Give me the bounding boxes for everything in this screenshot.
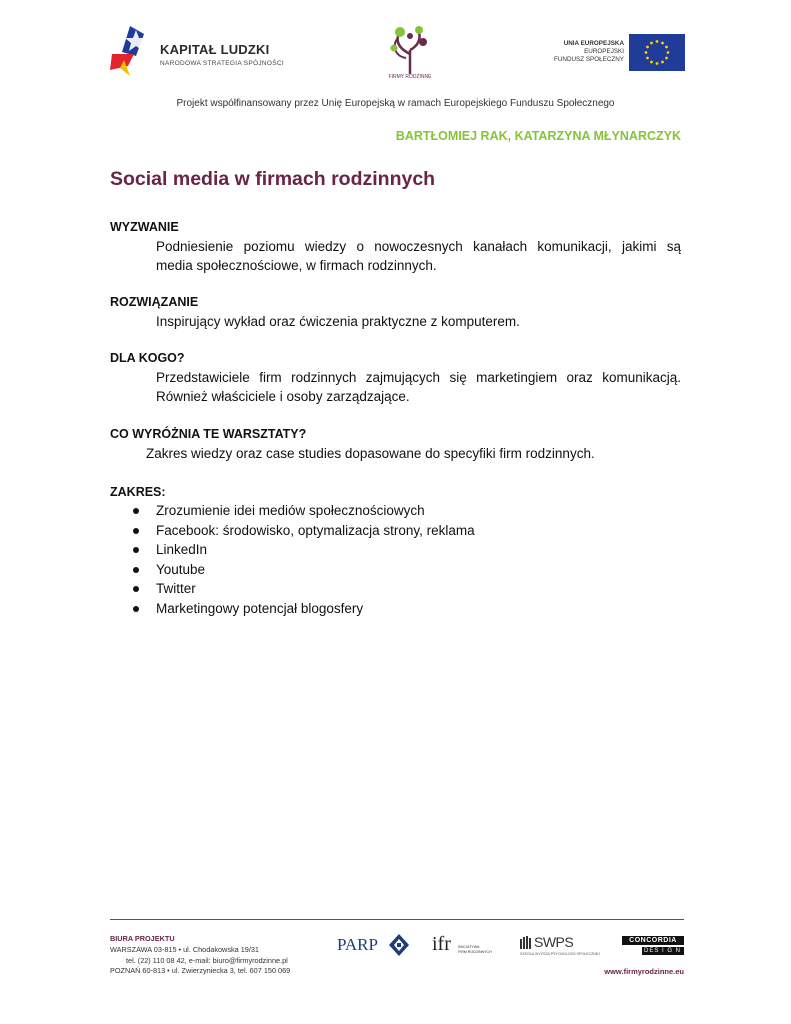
audience-line-1: Przedstawiciele firm rodzinnych zajmujących się marketingiem oraz komunikacją. (156, 370, 681, 385)
list-item (130, 560, 475, 580)
section-heading-distinction: CO WYRÓŻNIA TE WARSZTATY? (110, 427, 307, 441)
eu-logo-text (554, 40, 624, 64)
ifr-logo-subtitle (458, 945, 492, 954)
eu-star-icon (656, 40, 659, 43)
eu-stars-icon (629, 34, 685, 71)
bullet-icon (133, 508, 139, 514)
cofinancing-note: Projekt współfinansowany przez Unię Europejską w ramach Europejskiego Funduszu Społecznego (176, 98, 615, 109)
bullet-icon (133, 606, 139, 612)
eu-star-icon (667, 51, 670, 54)
footer-addresses (110, 934, 290, 977)
section-heading-solution: ROZWIĄZANIE (110, 295, 199, 309)
list-item (130, 599, 475, 619)
concordia-logo (622, 936, 684, 956)
list-item (130, 501, 475, 521)
list-item-text: Twitter (156, 581, 196, 597)
bullet-icon (133, 547, 139, 553)
eu-star-icon (665, 57, 668, 60)
parp-emblem-icon (389, 934, 409, 956)
kapital-ludzki-logo (110, 26, 310, 76)
ifr-subtitle-line-1: INICJATYWA (458, 945, 480, 949)
ifr-subtitle-line-2: FIRM RODZINNYCH (458, 949, 492, 954)
bullet-icon (133, 586, 139, 592)
eu-star-icon (665, 46, 668, 49)
ifr-logo-text: ifr (432, 933, 451, 955)
ifr-logo (432, 933, 502, 959)
eu-star-icon (646, 46, 649, 49)
contact-warsaw: tel. (22) 110 08 42, e-mail: biuro@firmyrodzinne.pl (126, 955, 288, 965)
scope-list (130, 501, 475, 619)
eu-line-2: EUROPEJSKI (584, 48, 624, 55)
concordia-logo-line-2: DES I G N (642, 947, 684, 955)
firmy-rodzinne-logo-text: FIRMY RODZINNE (388, 74, 432, 80)
parp-logo-text: PARP (337, 935, 378, 954)
list-item-text: Facebook: środowisko, optymalizacja strony, reklama (156, 522, 475, 538)
swps-emblem-icon (520, 936, 533, 949)
address-poznan: POZNAŃ 60-813 • ul. Zwierzyniecka 3, tel. 607 150 069 (110, 966, 291, 976)
eu-star-icon (661, 42, 664, 45)
list-item-text: Marketingowy potencjał blogosfery (156, 600, 364, 616)
website-link[interactable]: www.firmyrodzinne.eu (604, 967, 684, 976)
list-item (130, 540, 475, 560)
eu-line-3: FUNDUSZ SPOŁECZNY (554, 56, 624, 63)
eu-flag-icon (629, 34, 685, 71)
section-text-audience (156, 368, 681, 406)
kapital-ludzki-title: KAPITAŁ LUDZKI (160, 42, 270, 57)
parp-logo (337, 934, 411, 956)
footer-divider (110, 919, 684, 920)
list-item-text: Zrozumienie idei mediów społecznościowych (156, 503, 425, 518)
document-title: Social media w firmach rodzinnych (110, 168, 436, 190)
eu-star-icon (646, 57, 649, 60)
eu-star-icon (650, 61, 653, 64)
authors: BARTŁOMIEJ RAK, KATARZYNA MŁYNARCZYK (395, 129, 681, 143)
eu-star-icon (645, 51, 648, 54)
eu-star-icon (650, 42, 653, 45)
eu-logo (540, 34, 685, 72)
eu-line-1: UNIA EUROPEJSKA (563, 40, 624, 47)
list-item-text: Youtube (156, 561, 206, 577)
section-text-solution: Inspirujący wykład oraz ćwiczenia praktyczne z komputerem. (156, 314, 520, 329)
eu-star-icon (656, 62, 659, 65)
section-text-distinction: Zakres wiedzy oraz case studies dopasowane do specyfiki firm rodzinnych. (146, 446, 595, 461)
bullet-icon (133, 567, 139, 573)
address-warsaw: WARSZAWA 03-815 • ul. Chodakowska 19/31 (110, 944, 259, 954)
list-item (130, 521, 475, 541)
list-item (130, 579, 475, 599)
kapital-ludzki-subtitle: NARODOWA STRATEGIA SPÓJNOŚCI (160, 60, 284, 67)
section-text-challenge (156, 237, 681, 275)
swps-logo (520, 934, 602, 960)
section-heading-audience: DLA KOGO? (110, 351, 185, 365)
kapital-ludzki-emblem-icon (110, 26, 156, 76)
section-heading-challenge: WYZWANIE (110, 220, 179, 234)
offices-heading: BIURA PROJEKTU (110, 934, 175, 943)
swps-logo-text: SWPS (534, 934, 574, 950)
swps-logo-subtitle: SZKOŁA WYŻSZA PSYCHOLOGII SPOŁECZNEJ (520, 952, 601, 956)
list-item-text: LinkedIn (156, 542, 208, 558)
concordia-logo-line-1: CONCORDIA (622, 936, 684, 945)
challenge-line-2: media społecznościowe, w firmach rodzinnych. (156, 258, 437, 273)
eu-star-icon (661, 61, 664, 64)
section-heading-scope: ZAKRES: (110, 485, 166, 499)
bullet-icon (133, 528, 139, 534)
audience-line-2: Również właściciele i osoby zarządzające. (156, 389, 410, 404)
family-tree-icon (388, 24, 432, 74)
challenge-line-1: Podniesienie poziomu wiedzy o nowoczesnych kanałach komunikacji, jakimi są (156, 239, 681, 254)
firmy-rodzinne-logo (378, 24, 442, 84)
